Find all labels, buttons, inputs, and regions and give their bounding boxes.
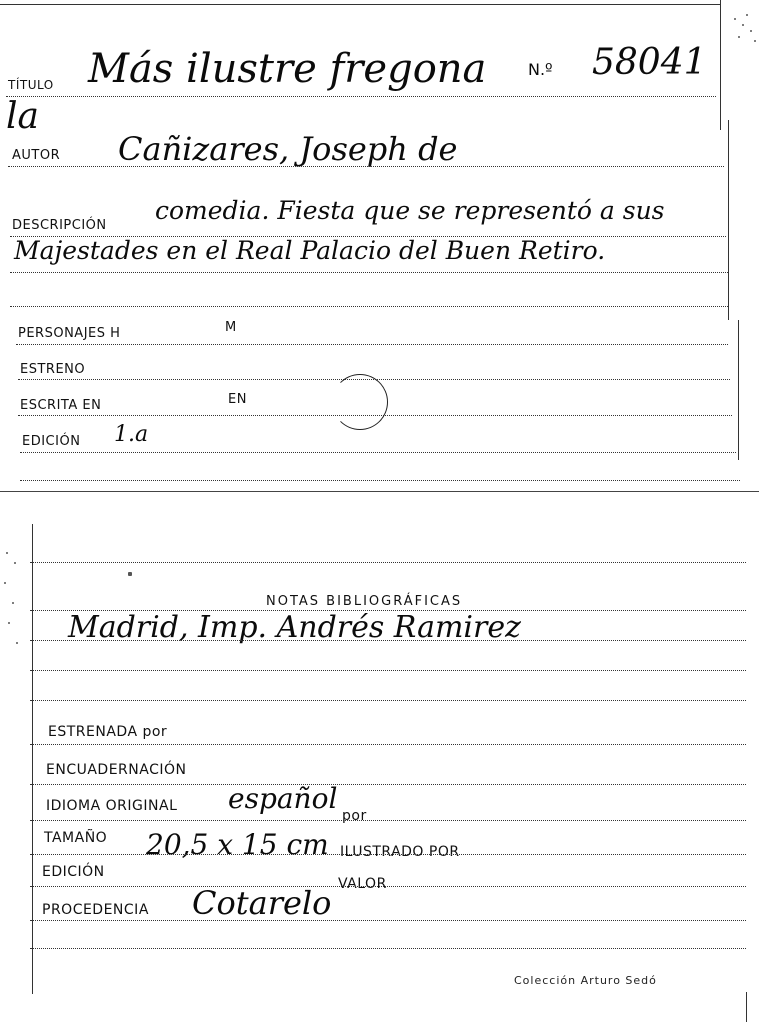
valor-label: VALOR (338, 876, 387, 892)
titulo-value: Más ilustre fregona (88, 46, 487, 92)
personajes-rule (16, 344, 728, 345)
tamano-rule (30, 854, 746, 855)
personajes-m-label: M (225, 320, 237, 335)
en-label: EN (228, 392, 247, 407)
procedencia-value: Cotarelo (192, 884, 332, 922)
descripcion-rule-2 (10, 272, 728, 273)
idioma-rule (30, 820, 746, 821)
procedencia-rule (30, 920, 746, 921)
bottom-rule-extra-1 (30, 948, 746, 949)
notas-rule-1 (30, 640, 746, 641)
autor-value: Cañizares, Joseph de (118, 130, 458, 168)
encuadernacion-rule (30, 784, 746, 785)
procedencia-label: PROCEDENCIA (42, 902, 149, 918)
notas-rule-3 (30, 700, 746, 701)
edicion-label: EDICIÓN (22, 434, 81, 449)
edicion-value: 1.a (114, 422, 149, 447)
descripcion-line-2: Majestades en el Real Palacio del Buen Retiro. (14, 236, 606, 265)
idioma-por-label: por (342, 808, 367, 824)
titulo-article: la (6, 96, 39, 137)
tamano-value: 20,5 x 15 cm (146, 828, 329, 861)
descripcion-rule-3 (10, 306, 728, 307)
tamano-label: TAMAÑO (44, 830, 108, 846)
titulo-number: 58041 (592, 42, 707, 83)
idioma-original-value: español (228, 782, 338, 815)
top-card-right-edge (720, 0, 721, 130)
ilustrado-por-label: ILUSTRADO POR (340, 844, 460, 860)
personajes-h-label: PERSONAJES H (18, 326, 121, 341)
escrita-en-label: ESCRITA EN (20, 398, 102, 413)
estreno-label: ESTRENO (20, 362, 86, 377)
autor-rule (8, 166, 724, 167)
notas-value: Madrid, Imp. Andrés Ramirez (68, 610, 521, 645)
idioma-original-label: IDIOMA ORIGINAL (46, 798, 178, 814)
top-card-right-edge-bottom (738, 320, 739, 460)
descripcion-line-1: comedia. Fiesta que se representó a sus (155, 196, 665, 225)
edicion-bottom-label: EDICIÓN (42, 864, 105, 880)
bottom-card-left-edge (32, 524, 33, 994)
encuadernacion-label: ENCUADERNACIÓN (46, 762, 187, 778)
bottom-card-top-rule (30, 562, 746, 563)
bottom-catalog-card (0, 492, 759, 1028)
titulo-label: TÍTULO (8, 78, 54, 92)
punch-hole (332, 374, 388, 430)
bottom-card-right-edge (746, 992, 747, 1022)
estrenada-rule (30, 744, 746, 745)
titulo-number-prefix: N.º (528, 60, 553, 79)
autor-label: AUTOR (12, 148, 61, 163)
top-catalog-card (0, 0, 759, 490)
descripcion-label: DESCRIPCIÓN (12, 218, 107, 233)
notas-header: NOTAS BIBLIOGRÁFICAS (266, 594, 463, 609)
coleccion-footer: Colección Arturo Sedó (514, 974, 657, 987)
titulo-rule (6, 96, 716, 97)
notas-rule-2 (30, 670, 746, 671)
top-card-right-edge-lower (728, 120, 729, 320)
edicion-rule (20, 452, 736, 453)
edicion-bottom-rule (30, 886, 746, 887)
top-card-top-edge (0, 4, 720, 5)
top-card-bottom-rule (20, 480, 740, 481)
estrenada-por-label: ESTRENADA por (48, 724, 168, 740)
